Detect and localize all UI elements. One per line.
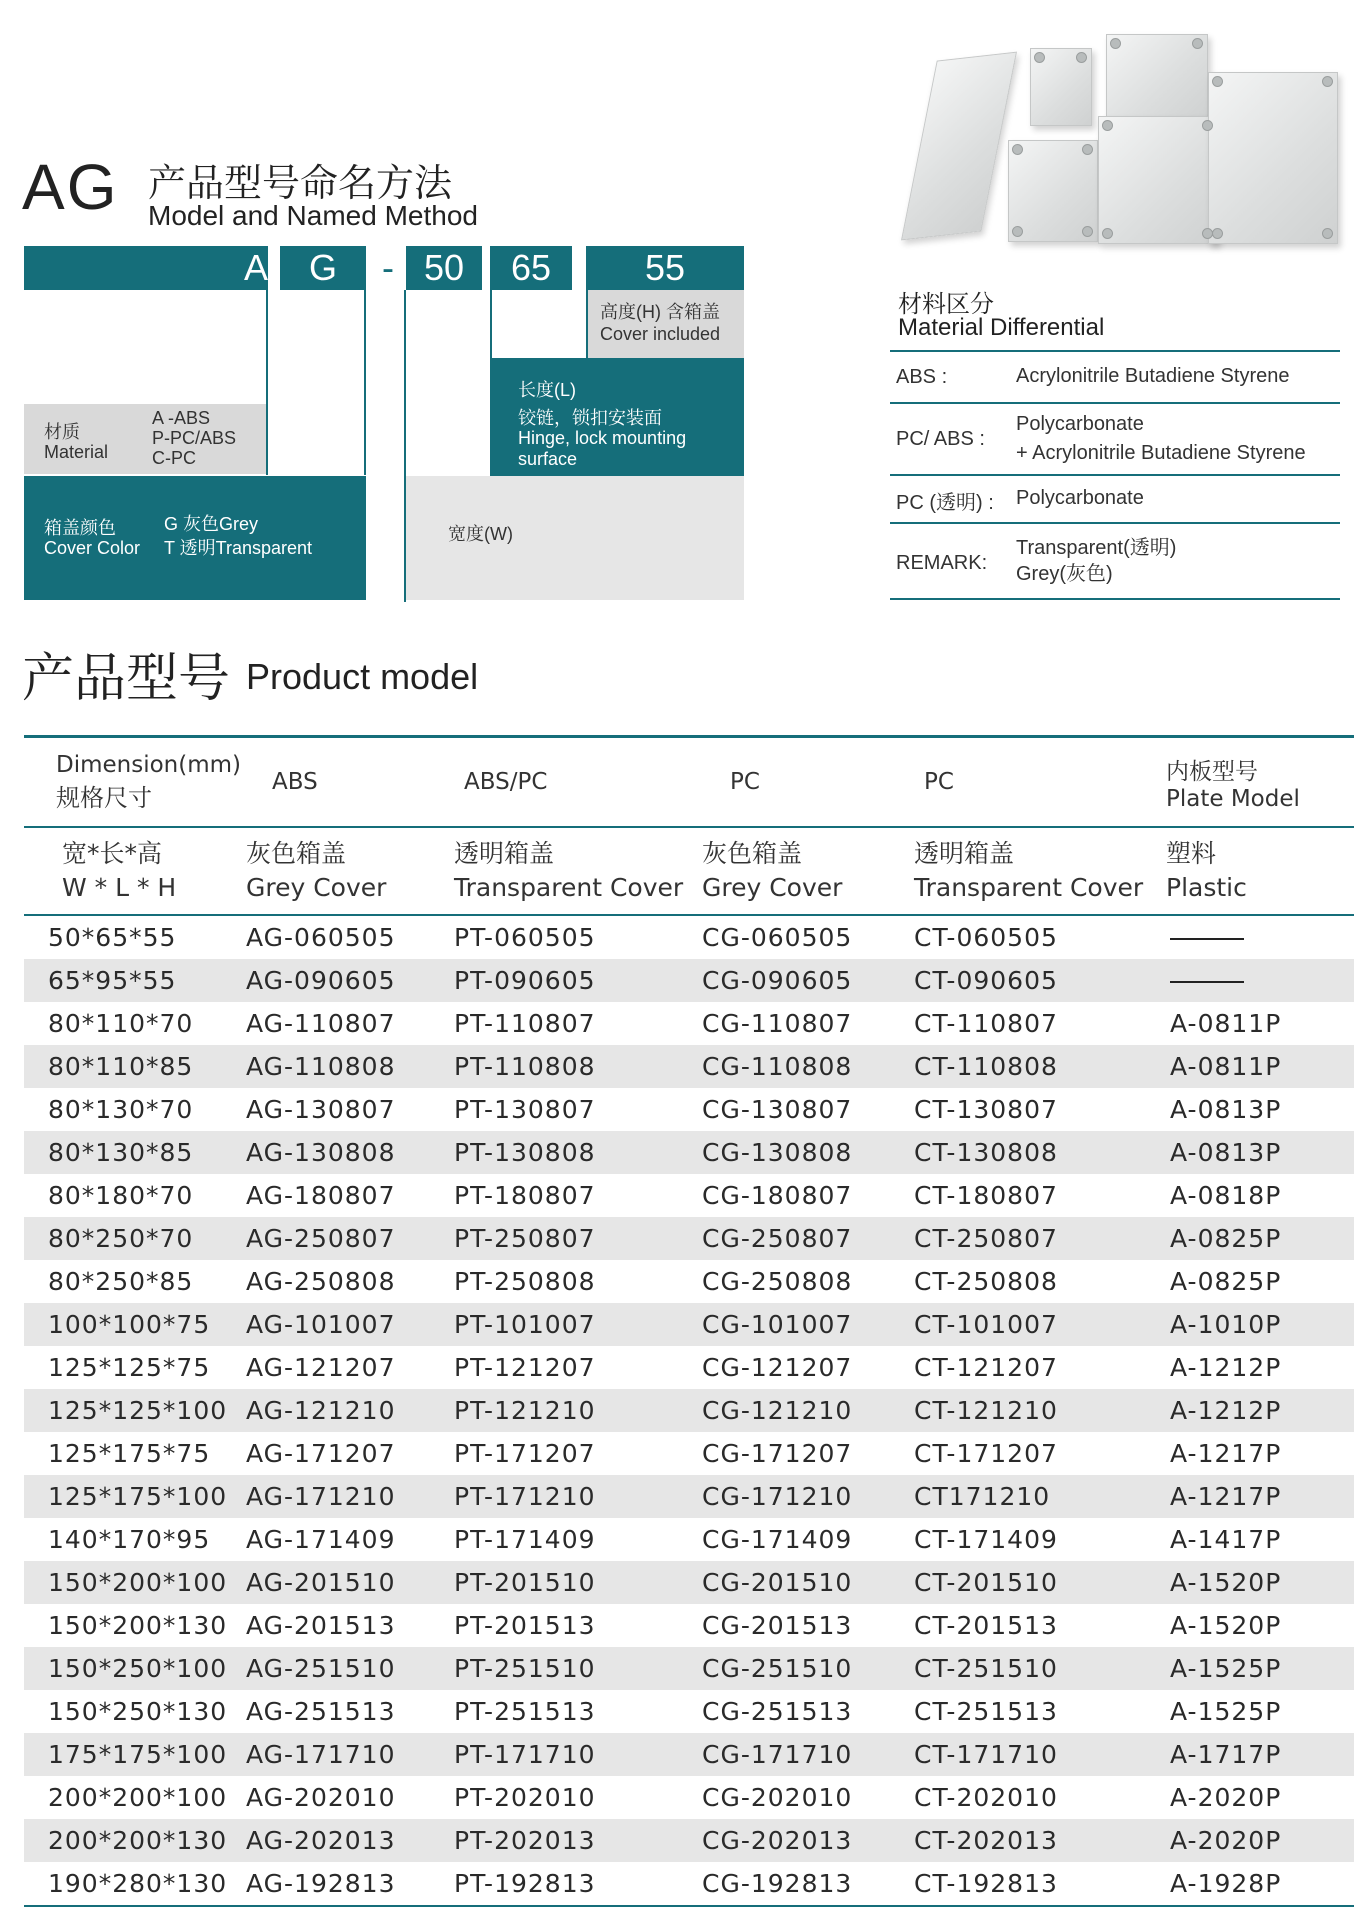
table-cell: PT-171710 <box>450 1733 698 1776</box>
table-cell: PT-171210 <box>450 1475 698 1518</box>
material-row-pc <box>890 476 1340 524</box>
table-cell: 175*175*100 <box>24 1733 242 1776</box>
table-cell: CT-171409 <box>914 1525 1058 1554</box>
table-cell: PT-171207 <box>454 1439 596 1468</box>
table-row <box>24 1389 1354 1432</box>
table-cell: PT-202010 <box>454 1783 596 1812</box>
table-cell: A-0811P <box>1170 1009 1282 1038</box>
table-cell: CT-110808 <box>910 1045 1158 1088</box>
table-row <box>24 1217 1354 1260</box>
table-row <box>24 1346 1354 1389</box>
table-cell: 80*110*70 <box>48 1009 194 1038</box>
table-cell: 125*125*100 <box>24 1389 242 1432</box>
materials-title-cn: 材料区分 <box>898 291 994 318</box>
table-cell: PT-202013 <box>450 1819 698 1862</box>
table-cell: PT-121207 <box>454 1353 596 1382</box>
cover-option: T 透明Transparent <box>164 538 313 558</box>
material-key: PC/ ABS : <box>896 428 985 450</box>
table-row <box>24 1690 1354 1733</box>
table-cell: CT-110807 <box>914 1009 1058 1038</box>
header-text: Dimension(mm) <box>56 751 242 778</box>
table-cell: AG-251513 <box>246 1697 396 1726</box>
material-value: Transparent(透明) <box>1016 537 1177 559</box>
subheader-cell: 灰色箱盖 Grey Cover <box>698 827 910 915</box>
table-cell: CG-171210 <box>698 1475 910 1518</box>
table-cell: CG-250808 <box>702 1267 853 1296</box>
table-cell: 200*200*100 <box>48 1783 228 1812</box>
table-cell: CG-110808 <box>698 1045 910 1088</box>
table-cell: CG-130808 <box>698 1131 910 1174</box>
table-cell: PT-101007 <box>450 1303 698 1346</box>
table-cell: A-1217P <box>1170 1439 1282 1468</box>
height-label-cn: 高度(H) 含箱盖 <box>600 302 720 322</box>
material-option: A -ABS <box>152 408 211 428</box>
table-cell: 80*250*70 <box>24 1217 242 1260</box>
table-cell: 50*65*55 <box>48 923 177 952</box>
enclosure-image <box>1208 72 1338 244</box>
table-cell: CT-101007 <box>910 1303 1158 1346</box>
table-cell: PT-110807 <box>454 1009 596 1038</box>
table-cell: PT-060505 <box>454 923 596 952</box>
table-cell: AG-250808 <box>246 1267 396 1296</box>
table-cell: A-1525P <box>1170 1697 1282 1726</box>
table-cell: 80*110*85 <box>24 1045 242 1088</box>
table-subheader-row <box>24 827 1354 915</box>
table-cell: CT-090605 <box>910 959 1158 1002</box>
table-cell: 150*200*130 <box>48 1611 228 1640</box>
table-cell: A-1212P <box>1158 1389 1354 1432</box>
table-cell: A-1212P <box>1170 1353 1282 1382</box>
col-dimension <box>24 737 242 828</box>
code-cover: G <box>280 246 366 290</box>
table-row <box>24 1131 1354 1174</box>
material-box <box>24 404 266 474</box>
table-cell: A-0811P <box>1158 1045 1354 1088</box>
table-cell: PT-180807 <box>454 1181 596 1210</box>
material-key: ABS : <box>896 366 948 388</box>
table-cell: CT-171710 <box>910 1733 1158 1776</box>
width-label: 宽度(W) <box>448 524 513 544</box>
table-cell: CG-101007 <box>698 1303 910 1346</box>
table-cell: CG-180807 <box>702 1181 853 1210</box>
table-cell: AG-171409 <box>246 1525 396 1554</box>
code-height: 55 <box>586 246 744 290</box>
table-cell: A-2020P <box>1158 1819 1354 1862</box>
cover-label-en: Cover Color <box>44 538 141 558</box>
table-cell: AG-130807 <box>246 1095 396 1124</box>
table-cell: A-1217P <box>1158 1475 1354 1518</box>
materials-title-en: Material Differential <box>898 314 1105 341</box>
table-cell: AG-101007 <box>242 1303 450 1346</box>
table-cell: 100*100*75 <box>24 1303 242 1346</box>
table-cell: CG-060505 <box>702 923 853 952</box>
table-cell: CT-201513 <box>914 1611 1058 1640</box>
table-row <box>24 1002 1354 1045</box>
table-cell: PT-201513 <box>454 1611 596 1640</box>
table-cell: 200*200*130 <box>24 1819 242 1862</box>
subheader-cell: 透明箱盖 Transparent Cover <box>450 827 698 915</box>
table-cell: CT-250807 <box>910 1217 1158 1260</box>
table-cell: CG-251513 <box>702 1697 853 1726</box>
table-row <box>24 1174 1354 1217</box>
table-cell: CG-192813 <box>698 1862 910 1906</box>
table-row <box>24 1518 1354 1561</box>
material-value: Acrylonitrile Butadiene Styrene <box>1016 365 1290 387</box>
enclosure-image <box>1098 116 1218 244</box>
table-row <box>24 1432 1354 1475</box>
enclosure-image <box>901 52 1017 241</box>
table-row <box>24 1475 1354 1518</box>
table-row <box>24 1776 1354 1819</box>
table-cell: PT-090605 <box>450 959 698 1002</box>
table-cell: A-1010P <box>1158 1303 1354 1346</box>
table-cell: PT-121210 <box>450 1389 698 1432</box>
table-cell: 125*175*100 <box>24 1475 242 1518</box>
table-cell: CT-121210 <box>910 1389 1158 1432</box>
material-row-pcabs <box>890 404 1340 476</box>
material-value: Polycarbonate <box>1016 487 1144 509</box>
table-cell: PT-171409 <box>454 1525 596 1554</box>
table-cell: AG-090605 <box>242 959 450 1002</box>
table-cell: CT171210 <box>910 1475 1158 1518</box>
subheader-cell: 宽*长*高 W * L * H <box>24 827 242 915</box>
table-row <box>24 1561 1354 1604</box>
table-cell: PT-251510 <box>450 1647 698 1690</box>
width-box <box>406 476 744 600</box>
table-cell: PT-250807 <box>450 1217 698 1260</box>
table-cell: CG-251510 <box>698 1647 910 1690</box>
table-cell: AG-121207 <box>246 1353 396 1382</box>
table-cell: AG-130808 <box>242 1131 450 1174</box>
table-cell: PT-201510 <box>450 1561 698 1604</box>
table-cell: CT-171207 <box>914 1439 1058 1468</box>
cover-color-box <box>24 476 366 600</box>
table-cell: A-0813P <box>1158 1131 1354 1174</box>
table-row <box>24 1647 1354 1690</box>
length-label-en: Hinge, lock mounting surface <box>518 428 687 469</box>
material-option: C-PC <box>152 448 196 468</box>
cover-option: G 灰色Grey <box>164 514 259 534</box>
table-cell: CT-202010 <box>914 1783 1058 1812</box>
empty-dash <box>1170 938 1244 940</box>
table-cell: AG-171207 <box>246 1439 396 1468</box>
table-cell: CT-060505 <box>914 923 1058 952</box>
table-cell: A-0813P <box>1170 1095 1282 1124</box>
material-label-cn: 材质 <box>44 422 80 442</box>
table-cell: CT-251510 <box>910 1647 1158 1690</box>
material-row-remark <box>890 524 1340 600</box>
table-cell: CG-121210 <box>698 1389 910 1432</box>
table-cell <box>1158 915 1354 959</box>
table-cell: 80*130*70 <box>48 1095 194 1124</box>
subheader-cell: 塑料 Plastic <box>1158 827 1354 915</box>
cover-label-cn: 箱盖颜色 <box>44 518 116 538</box>
material-option: P-PC/ABS <box>152 428 237 448</box>
table-cell: AG-121210 <box>242 1389 450 1432</box>
table-cell: CG-201510 <box>698 1561 910 1604</box>
table-cell: PT-130807 <box>454 1095 596 1124</box>
table-cell: A-1417P <box>1170 1525 1282 1554</box>
table-row <box>24 915 1354 959</box>
header-text: 规格尺寸 <box>56 783 152 812</box>
header-text: 内板型号 <box>1166 758 1258 785</box>
subheader-cell: 灰色箱盖 Grey Cover <box>242 827 450 915</box>
table-cell: AG-192813 <box>242 1862 450 1906</box>
table-cell: A-1525P <box>1158 1647 1354 1690</box>
length-label-cn: 长度(L) <box>518 380 576 400</box>
col-abs: ABS <box>242 737 450 828</box>
product-model-title-en: Product model <box>246 656 479 697</box>
table-cell: PT-251513 <box>454 1697 596 1726</box>
material-value: + Acrylonitrile Butadiene Styrene <box>1016 442 1306 464</box>
col-abspc: ABS/PC <box>450 737 698 828</box>
col-pc-grey: PC <box>698 737 910 828</box>
length-sub-cn: 铰链，锁扣安装面 <box>518 408 662 428</box>
material-row-abs <box>890 352 1340 404</box>
table-cell <box>1158 959 1354 1002</box>
naming-title-en: Model and Named Method <box>148 200 478 231</box>
table-cell: 125*125*75 <box>48 1353 211 1382</box>
material-value: Grey(灰色) <box>1016 563 1113 585</box>
table-cell: CT-130807 <box>914 1095 1058 1124</box>
table-row <box>24 1604 1354 1647</box>
table-cell: CG-171710 <box>698 1733 910 1776</box>
table-cell: CG-130807 <box>702 1095 853 1124</box>
table-cell: CT-201510 <box>910 1561 1158 1604</box>
table-cell: AG-060505 <box>246 923 396 952</box>
table-cell: A-1520P <box>1170 1611 1282 1640</box>
table-cell: A-2020P <box>1170 1783 1282 1812</box>
product-photo <box>880 20 1350 250</box>
table-cell: CT-121207 <box>914 1353 1058 1382</box>
product-model-table <box>24 735 1354 1907</box>
table-row <box>24 959 1354 1002</box>
material-label-en: Material <box>44 442 109 462</box>
table-cell: CG-121207 <box>702 1353 853 1382</box>
table-row <box>24 1862 1354 1906</box>
table-cell: 125*175*75 <box>48 1439 211 1468</box>
table-cell: CG-202013 <box>698 1819 910 1862</box>
table-cell: 150*250*130 <box>48 1697 228 1726</box>
table-cell: 190*280*130 <box>24 1862 242 1906</box>
table-row <box>24 1303 1354 1346</box>
table-cell: 150*200*100 <box>24 1561 242 1604</box>
table-cell: AG-201510 <box>242 1561 450 1604</box>
table-cell: CG-201513 <box>702 1611 853 1640</box>
table-cell: PT-130808 <box>450 1131 698 1174</box>
code-dash: - <box>382 247 394 288</box>
table-row <box>24 1819 1354 1862</box>
table-cell: AG-180807 <box>246 1181 396 1210</box>
table-cell: AG-250807 <box>242 1217 450 1260</box>
table-cell: AG-110808 <box>242 1045 450 1088</box>
table-cell: A-1717P <box>1158 1733 1354 1776</box>
connector-line <box>364 290 366 475</box>
code-width: 50 <box>406 246 482 290</box>
table-cell: CT-130808 <box>910 1131 1158 1174</box>
table-cell: A-1520P <box>1158 1561 1354 1604</box>
series-code: AG <box>22 151 119 223</box>
table-cell: 65*95*55 <box>24 959 242 1002</box>
table-cell: 140*170*95 <box>48 1525 211 1554</box>
subheader-cell: 透明箱盖 Transparent Cover <box>910 827 1158 915</box>
table-cell: A-0825P <box>1170 1267 1282 1296</box>
table-cell: A-0818P <box>1170 1181 1282 1210</box>
table-cell: CT-202013 <box>910 1819 1158 1862</box>
table-cell: CG-090605 <box>698 959 910 1002</box>
table-cell: A-1928P <box>1158 1862 1354 1906</box>
table-cell: AG-171710 <box>242 1733 450 1776</box>
height-label-en: Cover included <box>600 324 721 344</box>
table-cell: PT-250808 <box>454 1267 596 1296</box>
table-cell: CT-192813 <box>910 1862 1158 1906</box>
col-pc-transparent: PC <box>910 737 1158 828</box>
table-cell: CG-171207 <box>702 1439 853 1468</box>
header-text: Plate Model <box>1166 785 1300 812</box>
table-cell: 80*250*85 <box>48 1267 194 1296</box>
table-cell: AG-251510 <box>242 1647 450 1690</box>
table-cell: A-0825P <box>1158 1217 1354 1260</box>
table-cell: CG-202010 <box>702 1783 853 1812</box>
table-cell: PT-192813 <box>450 1862 698 1906</box>
height-box <box>588 290 744 358</box>
table-cell: 80*180*70 <box>48 1181 194 1210</box>
table-cell: 80*130*85 <box>24 1131 242 1174</box>
table-cell: CG-171409 <box>702 1525 853 1554</box>
table-cell: 150*250*100 <box>24 1647 242 1690</box>
connector-line <box>266 290 268 475</box>
table-cell: AG-171210 <box>242 1475 450 1518</box>
table-row <box>24 1088 1354 1131</box>
table-cell: AG-110807 <box>246 1009 396 1038</box>
table-row <box>24 1045 1354 1088</box>
table-cell: AG-202013 <box>242 1819 450 1862</box>
table-cell: PT-110808 <box>450 1045 698 1088</box>
table-header-row <box>24 737 1354 828</box>
table-cell: AG-202010 <box>246 1783 396 1812</box>
connector-line <box>490 290 492 360</box>
col-plate-model <box>1158 737 1354 828</box>
product-model-title-cn: 产品型号 <box>22 649 231 709</box>
code-length: 65 <box>490 246 572 290</box>
table-cell: CG-250807 <box>698 1217 910 1260</box>
table-row <box>24 1260 1354 1303</box>
code-material: A <box>24 246 268 290</box>
material-value: Polycarbonate <box>1016 413 1144 435</box>
table-cell: CG-110807 <box>702 1009 853 1038</box>
table-cell: CT-250808 <box>914 1267 1058 1296</box>
table-cell: CT-251513 <box>914 1697 1058 1726</box>
empty-dash <box>1170 981 1244 983</box>
material-key: REMARK: <box>896 552 988 574</box>
naming-title-cn: 产品型号命名方法 <box>148 161 453 205</box>
table-cell: AG-201513 <box>246 1611 396 1640</box>
material-key: PC (透明) : <box>896 492 994 514</box>
length-box <box>490 358 744 476</box>
table-row <box>24 1733 1354 1776</box>
table-cell: CT-180807 <box>914 1181 1058 1210</box>
